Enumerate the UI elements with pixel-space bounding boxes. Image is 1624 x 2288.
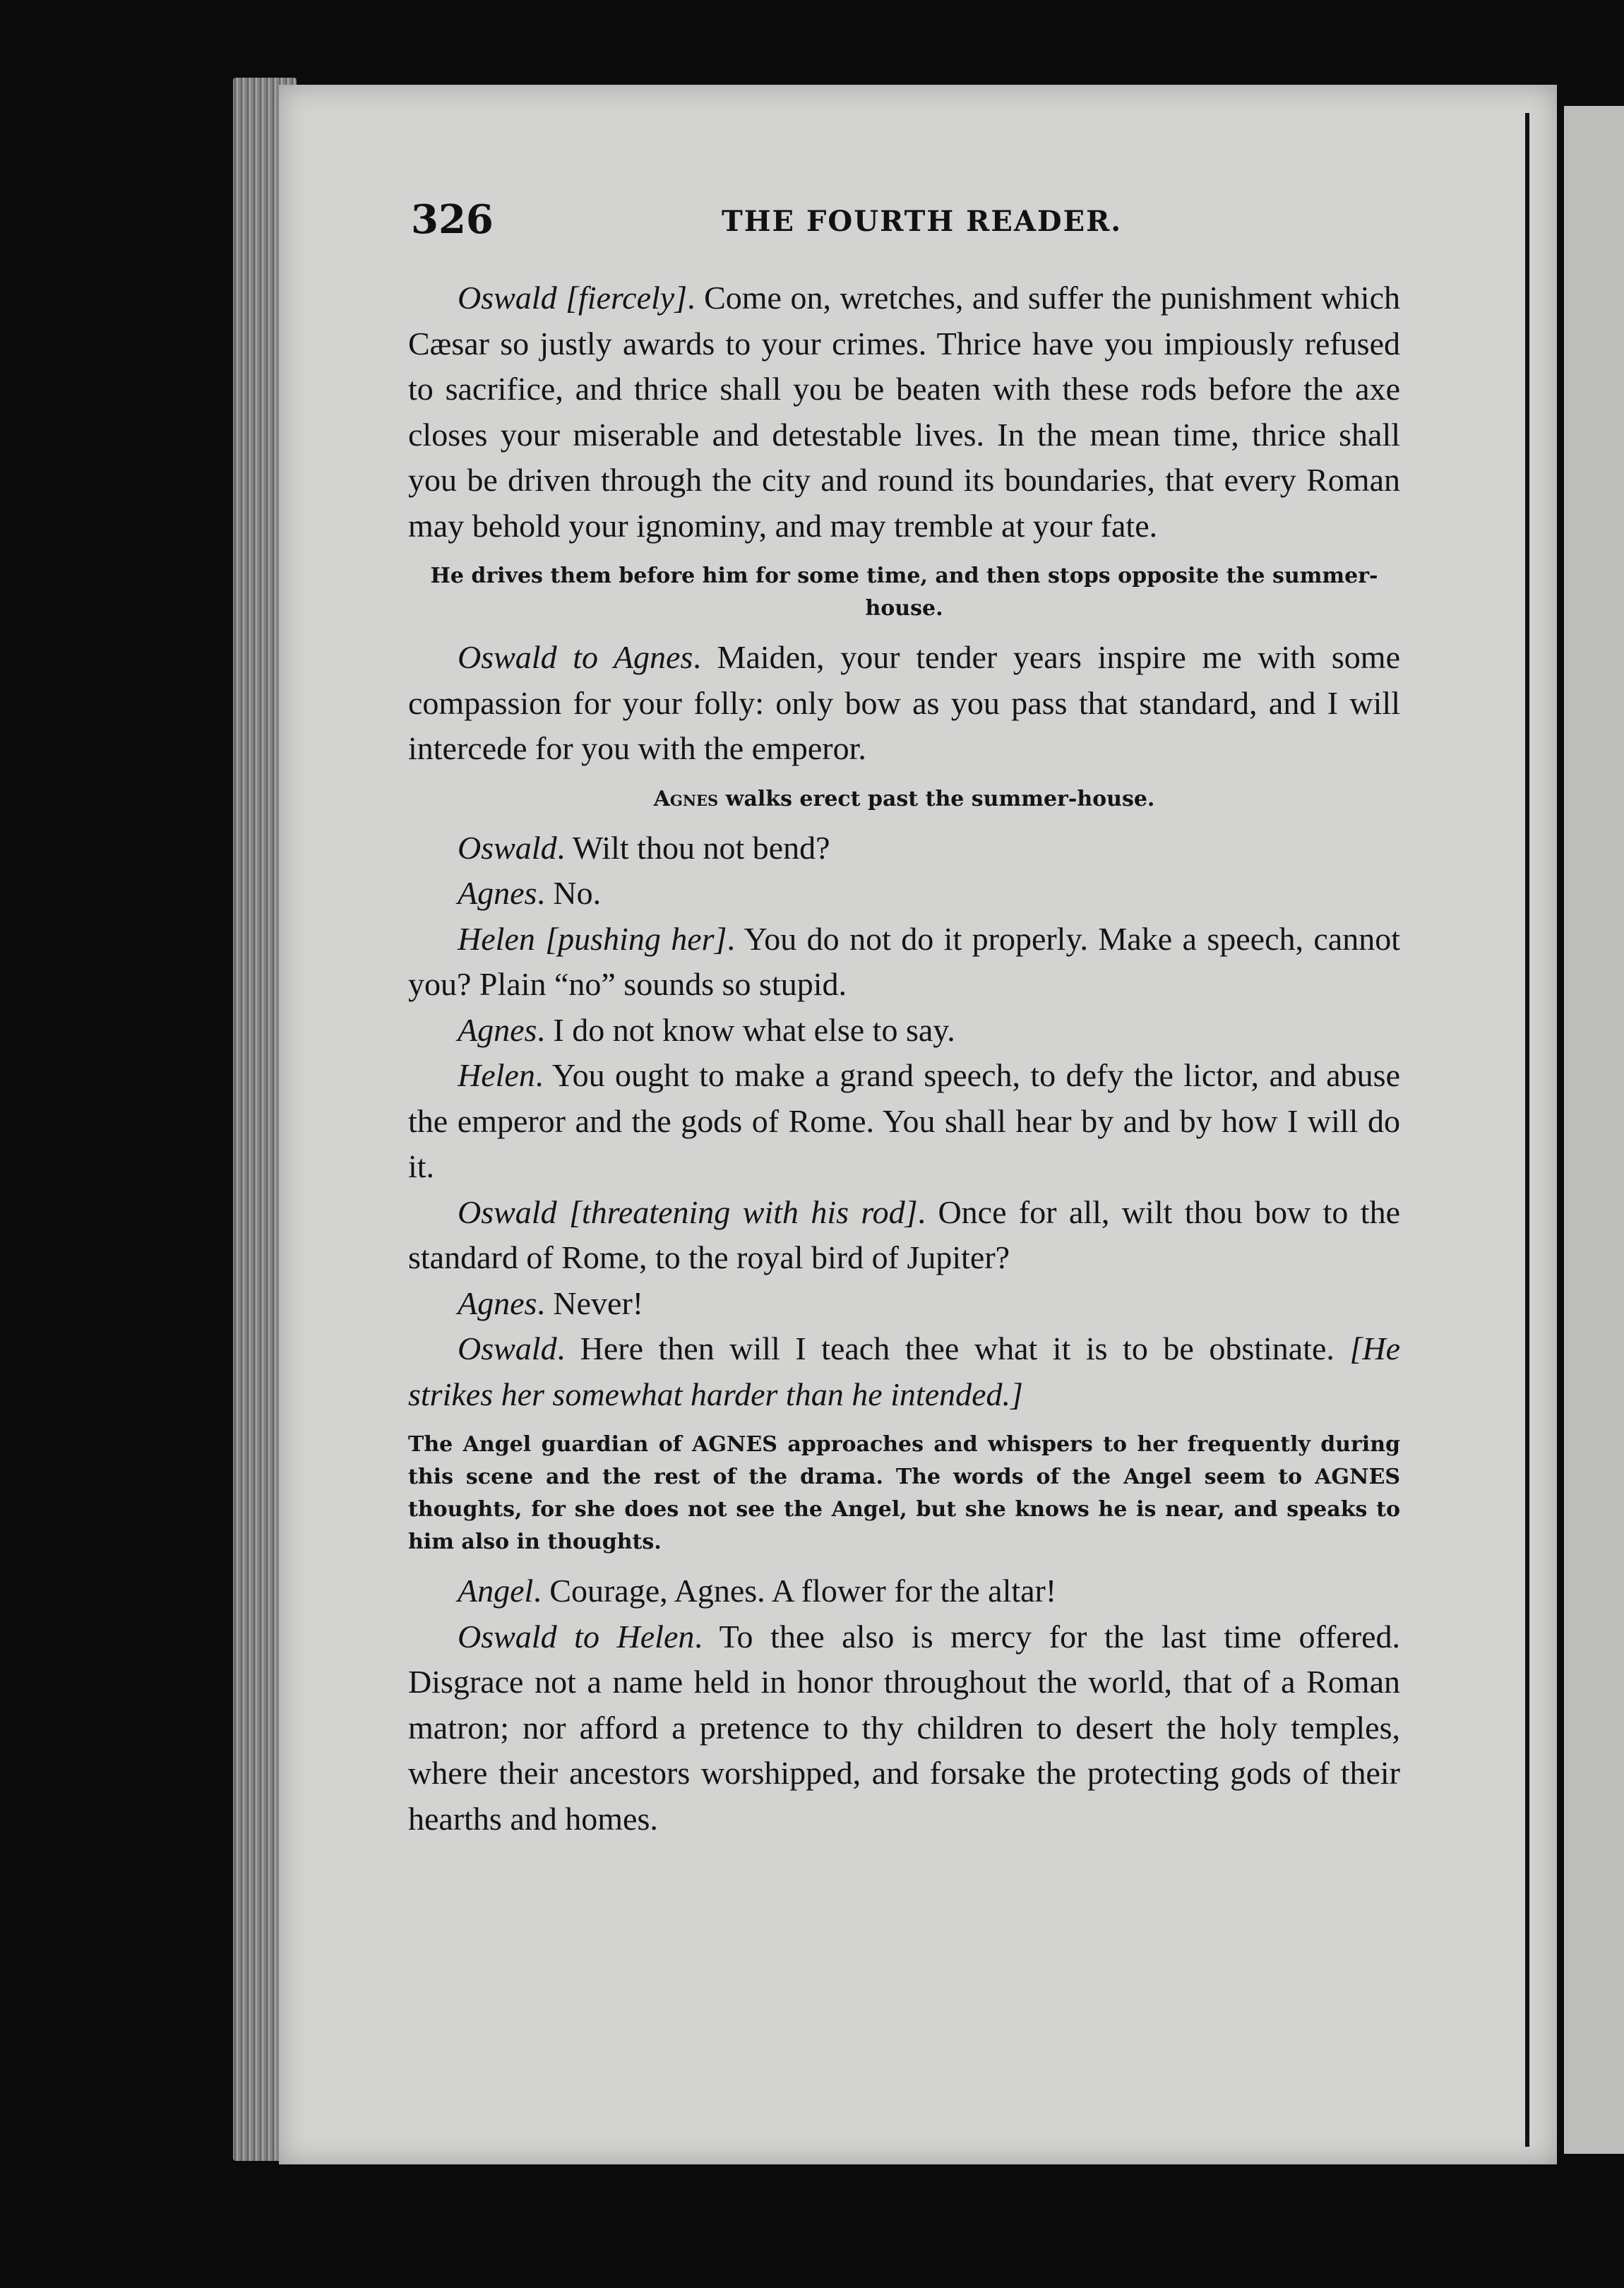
speech-paragraph <box>408 1008 1400 1054</box>
speech-paragraph <box>408 1281 1400 1327</box>
speech-paragraph <box>408 1614 1400 1842</box>
speech-text: . No. <box>537 875 602 911</box>
speech-paragraph <box>408 1568 1400 1614</box>
speaker-name: Oswald to Agnes <box>458 639 693 675</box>
speech-paragraph <box>408 1053 1400 1190</box>
speech-paragraph <box>408 275 1400 549</box>
speaker-name: Oswald to Helen <box>458 1618 695 1655</box>
stage-direction-text: walks erect past the summer-house. <box>718 786 1155 811</box>
speech-text: . I do not know what else to say. <box>537 1011 955 1048</box>
speech-paragraph <box>408 1190 1400 1281</box>
speaker-name: Agnes <box>458 1011 537 1048</box>
stage-direction-inline: [pushing her] <box>545 920 727 957</box>
speech-paragraph <box>408 1326 1400 1417</box>
speaker-name: Oswald <box>458 280 557 316</box>
speech-paragraph <box>408 917 1400 1008</box>
speech-text: . Courage, Agnes. A flower for the altar! <box>533 1573 1057 1609</box>
speech-text: . Wilt thou not bend? <box>556 829 830 866</box>
speech-text: . You ought to make a grand speech, to defy the lictor, and abuse the emperor and the gods of Rome. You shall hear by and by how I will do it. <box>408 1057 1400 1184</box>
speaker-name: Oswald <box>458 1193 557 1230</box>
speech-text: . Maiden, your tender years inspire me with some compassion for your folly: only bow as you pass that standard, and I will intercede for you with the emperor. <box>408 639 1400 766</box>
page-text <box>408 275 1400 1842</box>
gutter-line <box>1525 113 1529 2147</box>
speech-text: . Once for all, wilt thou bow to the standard of Rome, to the royal bird of Jupiter? <box>408 1193 1400 1275</box>
stage-direction-inline: [He strikes her somewhat harder than he intended.] <box>408 1330 1401 1412</box>
speech-paragraph <box>408 635 1400 772</box>
page-number: 326 <box>411 196 494 243</box>
stage-direction <box>408 783 1400 816</box>
stage-direction-text: He drives them before him for some time, and then stops opposite the summer-house. <box>430 564 1378 621</box>
speech-paragraph <box>408 871 1400 917</box>
speaker-name: Agnes <box>458 875 537 911</box>
running-title: THE FOURTH READER. <box>722 205 1123 238</box>
speaker-name: Helen <box>458 1057 535 1093</box>
speaker-name: Oswald <box>458 829 557 866</box>
stage-direction-inline: [threatening with his rod] <box>569 1193 918 1230</box>
speaker-name: Oswald <box>458 1330 557 1366</box>
stage-direction-text: The Angel guardian of AGNES approaches and whispers to her frequently during this scene and the rest of the drama. The words of the Angel seem to AGNES thoughts, for she does not see the Angel, but she knows he is near, and speaks to him also in thoughts. <box>408 1432 1400 1554</box>
speech-text: . Come on, wretches, and suffer the punishment which Cæsar so justly awards to your crimes. Thrice have you impiously refused to sacrifice, and thrice shall you be beaten with these rods before the axe closes your miserable and detestable lives. In the mean time, thrice shall you be driven through the city and round its boundaries, that every Roman may behold your ignominy, and may tremble at your fate. <box>408 280 1401 544</box>
speech-text: . Never! <box>537 1285 644 1321</box>
speech-text: . To thee also is mercy for the last time offered. Disgrace not a name held in honor throughout the world, that of a Roman matron; nor afford a pretence to thy children to desert the holy temples, where their ancestors worshipped, and forsake the protecting gods of their hearths and homes. <box>408 1618 1401 1837</box>
speaker-name: Agnes <box>458 1285 537 1321</box>
speech-text: . Here then will I teach thee what it is to be obstinate. <box>556 1330 1335 1366</box>
stage-direction <box>408 1429 1400 1559</box>
speaker-name: Angel <box>458 1573 534 1609</box>
speech-paragraph <box>408 826 1400 871</box>
stage-direction-inline: [fiercely] <box>566 280 688 316</box>
page-header <box>411 196 1399 253</box>
speaker-name: Helen <box>458 920 535 957</box>
character-name: Agnes <box>653 786 719 811</box>
speech-text: . You do not do it properly. Make a speech, cannot you? Plain “no” sounds so stupid. <box>408 920 1401 1002</box>
facing-page <box>1564 106 1624 2154</box>
stage-direction <box>408 560 1400 625</box>
